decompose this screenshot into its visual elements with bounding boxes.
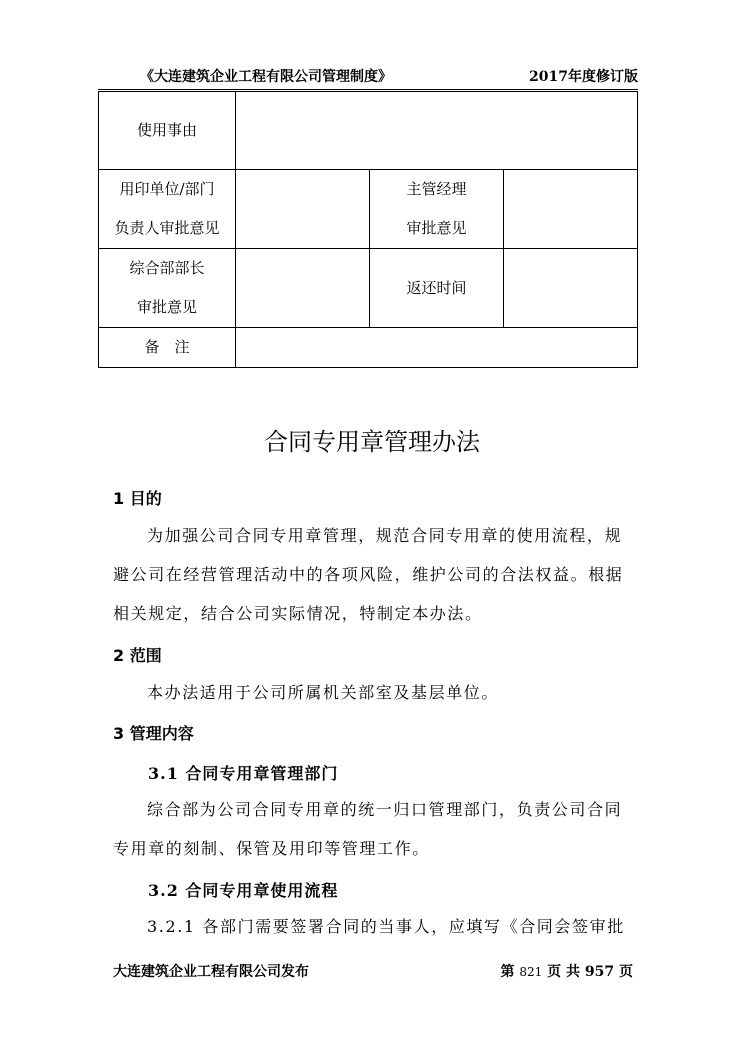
header-edition: 2017年度修订版	[529, 69, 638, 85]
form-row-dept	[99, 170, 638, 249]
form-row-general	[99, 249, 638, 328]
general-dept-cell	[236, 249, 370, 328]
section-3-2-1-paragraph: 3.2.1 各部门需要签署合同的当事人，应填写《合同会签审批	[147, 917, 625, 936]
dept-approval-cell	[236, 170, 370, 249]
page-prefix: 第	[500, 964, 520, 980]
header-title: 《大连建筑企业工程有限公司管理制度》	[140, 69, 392, 85]
dept-label-line1: 用印单位/部门	[119, 180, 215, 198]
manager-approval-cell	[504, 170, 638, 249]
page-total-text: 页 共 957 页	[542, 964, 633, 980]
dept-approval-label	[99, 170, 236, 249]
reason-value-cell	[236, 92, 638, 170]
footer-publisher: 大连建筑企业工程有限公司发布	[113, 964, 309, 980]
section-3-1-heading: 3.1 合同专用章管理部门	[148, 764, 339, 783]
dept-label-line2: 负责人审批意见	[114, 219, 220, 237]
manager-label-line1: 主管经理	[406, 180, 467, 198]
general-dept-label	[99, 249, 236, 328]
manager-approval-label	[370, 170, 504, 249]
seal-usage-form-table	[98, 91, 638, 368]
return-time-label: 返还时间	[370, 249, 504, 328]
return-time-cell	[504, 249, 638, 328]
section-2-heading: 2 范围	[113, 646, 162, 665]
section-1-heading: 1 目的	[113, 489, 162, 508]
page-current: 821	[519, 965, 543, 979]
reason-label: 使用事由	[99, 92, 236, 170]
form-row-remark	[99, 328, 638, 368]
remark-label: 备 注	[99, 328, 236, 368]
general-label-line2: 审批意见	[136, 298, 197, 316]
form-row-reason	[99, 92, 638, 170]
section-3-heading: 3 管理内容	[113, 724, 194, 743]
manager-label-line2: 审批意见	[406, 219, 467, 237]
section-3-2-heading: 3.2 合同专用章使用流程	[148, 881, 339, 900]
section-2-paragraph: 本办法适用于公司所属机关部室及基层单位。	[147, 683, 500, 702]
section-1-paragraph: 为加强公司合同专用章管理，规范合同专用章的使用流程，规避公司在经营管理活动中的各项风险，维护公司的合法权益。根据相关规定，结合公司实际情况，特制定本办法。	[113, 526, 624, 623]
general-label-line1: 综合部部长	[129, 259, 205, 277]
footer-page-number	[500, 961, 633, 981]
remark-cell	[236, 328, 638, 368]
section-3-1-paragraph: 综合部为公司合同专用章的统一归口管理部门，负责公司合同专用章的刻制、保管及用印等管理工作。	[113, 800, 623, 858]
header-rule	[98, 89, 638, 90]
document-title: 合同专用章管理办法	[264, 428, 480, 456]
